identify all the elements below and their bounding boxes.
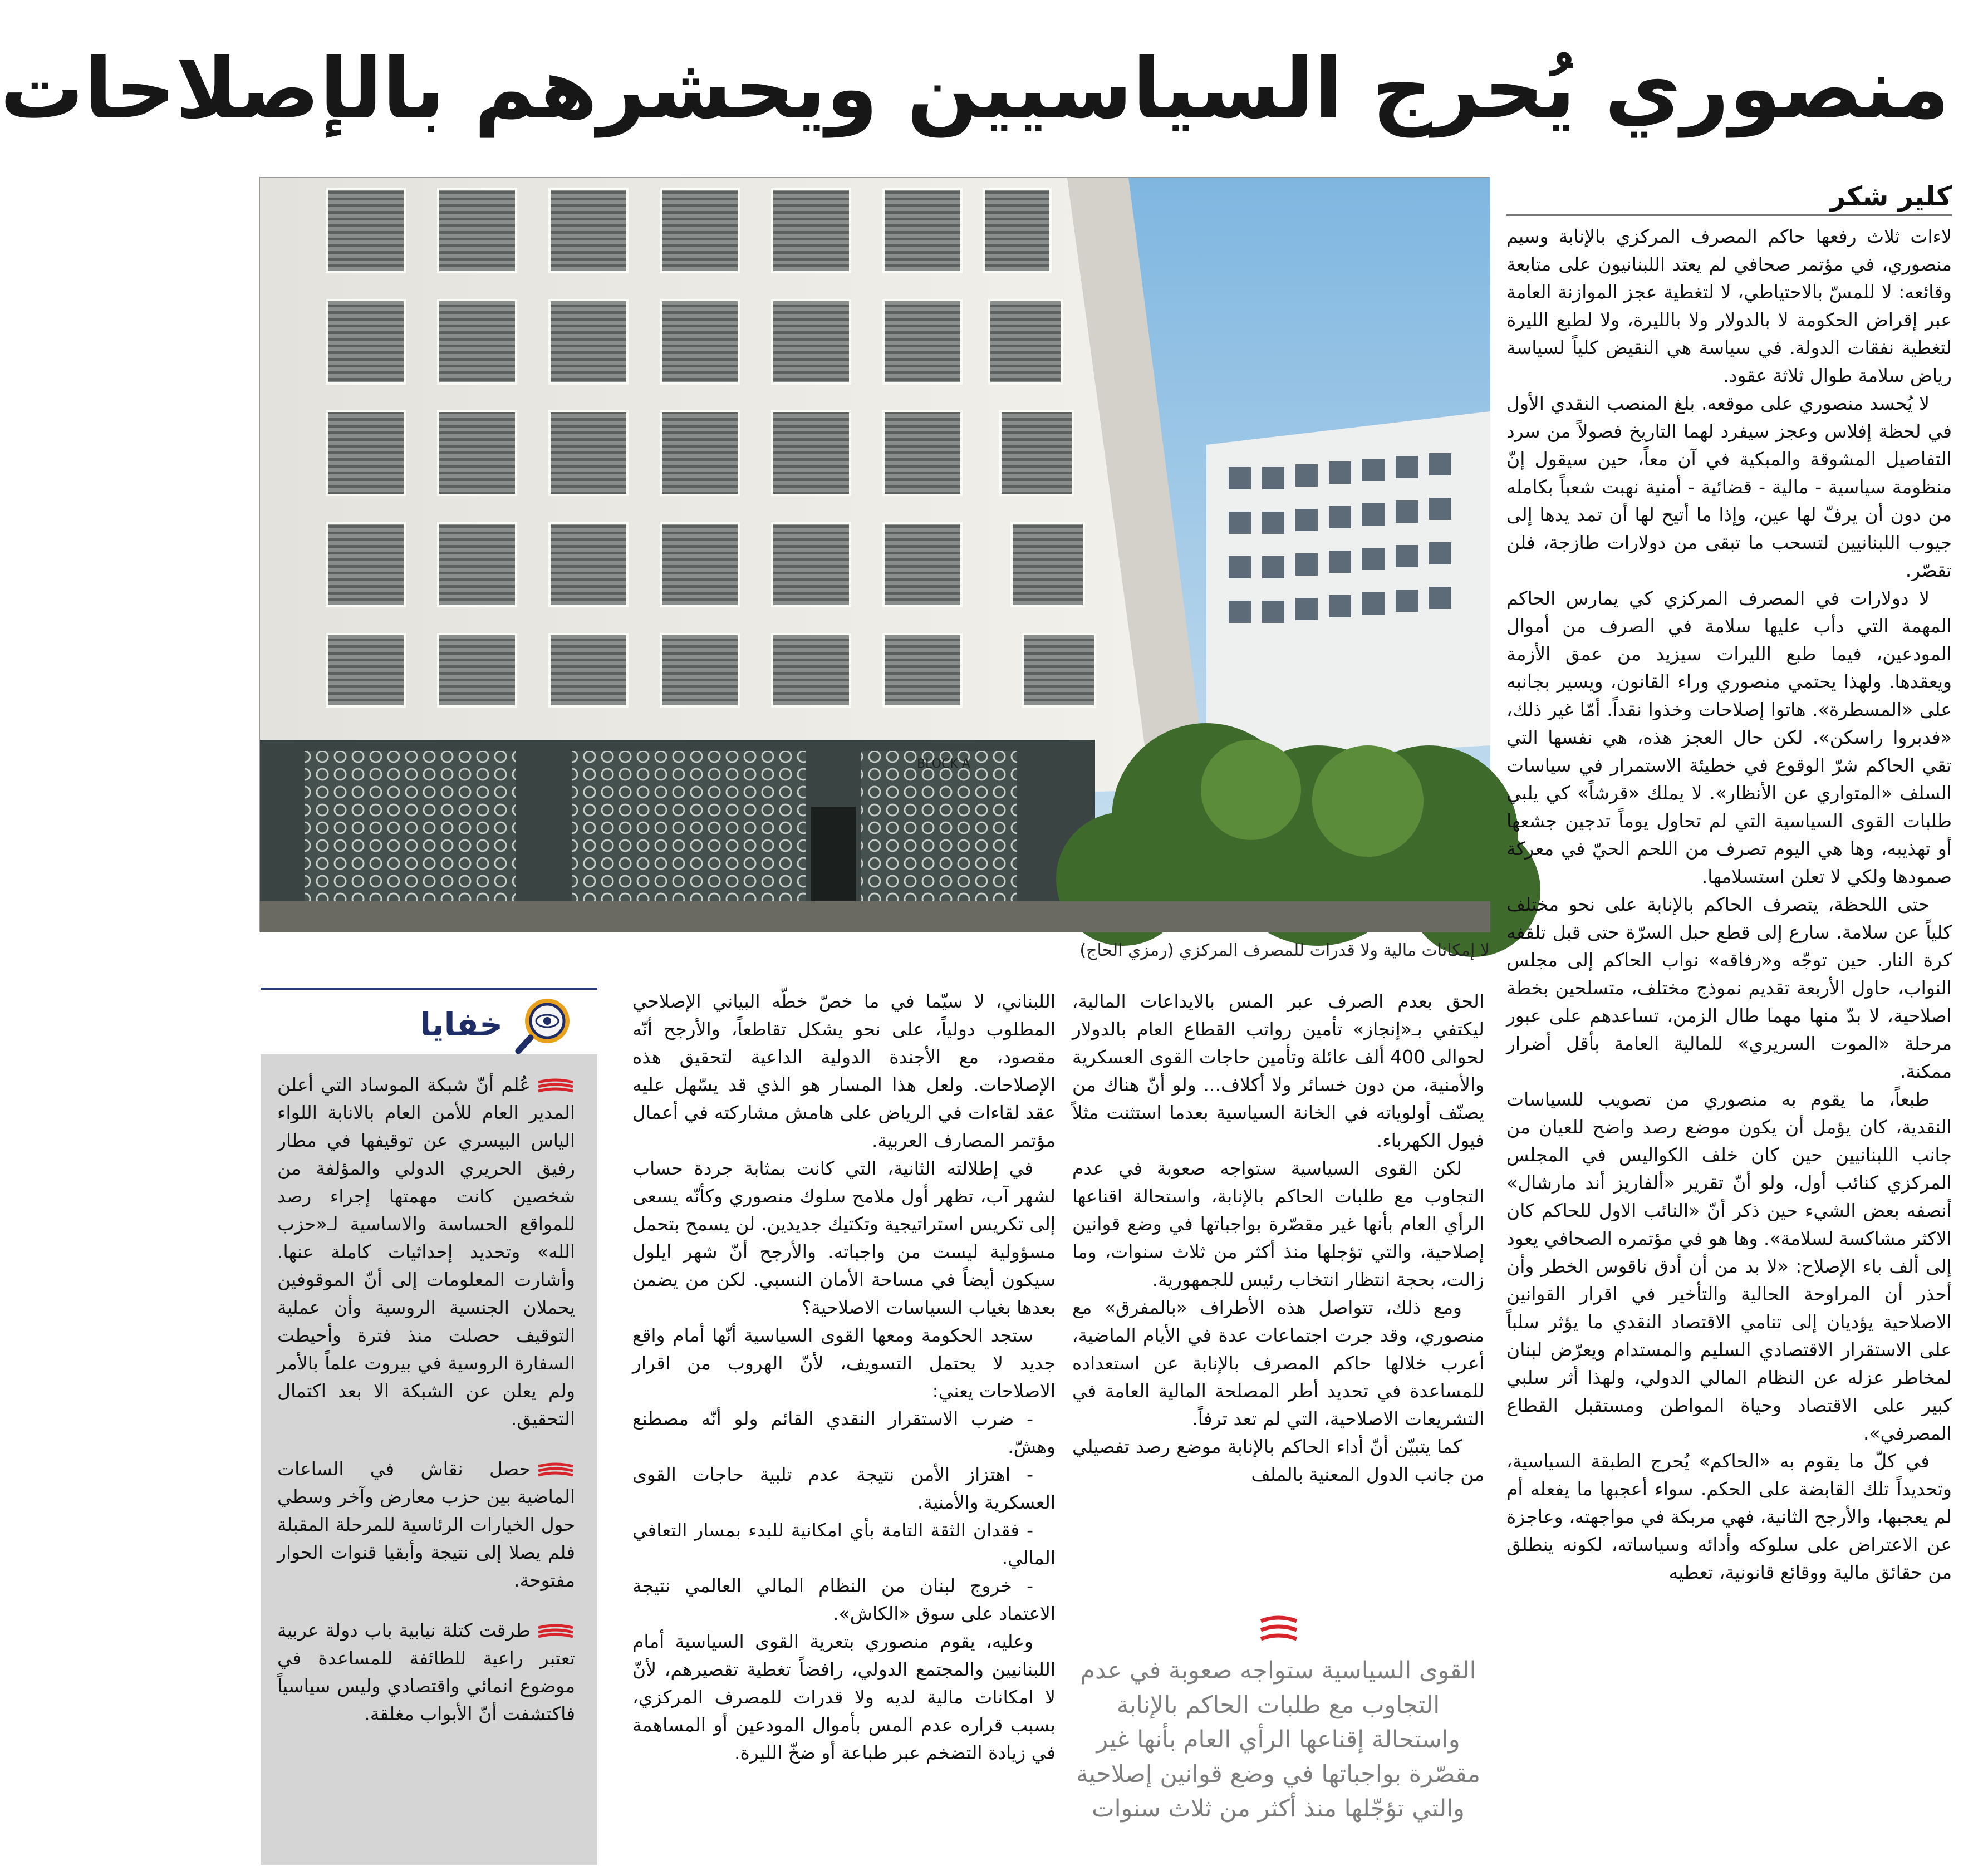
sidebar-item-text: طرقت كتلة نيابية باب دولة عربية تعتبر راعية للطائفة للمساعدة في موضوع انمائي واقتصادي وليس سياسياً فاكتشفت أنّ الأبواب مغلقة. xyxy=(277,1619,575,1725)
paragraph: وعليه، يقوم منصوري بتعرية القوى السياسية أمام اللبنانيين والمجتمع الدولي، رافضاً تغطية تقصيرهم، لأنّ لا امكانات مالية لديه ولا قدرات للمصرف المركزي، بسبب قراره عدم المس بأموال المودعين أو المساهمة في زيادة التضخم عبر طباعة أو ضخّ الليرة. xyxy=(632,1631,1056,1764)
paragraph: في كلّ ما يقوم به «الحاكم» يُحرج الطبقة السياسية، وتحديداً تلك القابضة على الحكم. سواء أعجبها ما يفعله أم لم يعجبها، والأرجح الثانية، فهي مربكة في مواجهته، وعاجزة عن الاعتراض على سلوكه وأدائه وسياساته، لكونه ينطلق من حقائق مالية ووقائع قانونية، تعطيه xyxy=(1506,1450,1952,1583)
quote-marker-icon xyxy=(1259,1614,1299,1646)
sidebar-item xyxy=(277,1617,575,1728)
sidebar-title: خفايا xyxy=(420,1005,503,1043)
sidebar-item xyxy=(277,1455,575,1594)
paragraph: الحق بعدم الصرف عبر المس بالايداعات المالية، ليكتفي بـ«إنجاز» تأمين رواتب القطاع العام بالدولار لحوالى 400 ألف عائلة وتأمين حاجات القوى العسكرية والأمنية، من دون خسائر ولا أكلاف... ولو أنّ هناك من يصنّف أولوياته في الخانة السياسية بعدما استثنت مثلاً فيول الكهرباء. xyxy=(1072,990,1485,1151)
paragraph: كما يتبيّن أنّ أداء الحاكم بالإنابة موضع رصد تفصيلي من جانب الدول المعنية بالملف xyxy=(1072,1436,1484,1485)
sidebar-item-text: حصل نقاش في الساعات الماضية بين حزب معارض وآخر وسطي حول الخيارات الرئاسية للمرحلة المقبلة فلم يصلا إلى نتيجة وأبقيا قنوات الحوار مفتوحة. xyxy=(277,1458,575,1591)
article-column-2 xyxy=(1072,988,1484,1605)
list-item: - اهتزاز الأمن نتيجة عدم تلبية حاجات القوى العسكرية والأمنية. xyxy=(632,1464,1056,1513)
sidebar-content xyxy=(261,1054,597,1865)
paragraph: لاءات ثلاث رفعها حاكم المصرف المركزي بالإنابة وسيم منصوري، في مؤتمر صحافي لم يعتد اللبنانيون على متابعة وقائعه: لا للمسّ بالاحتياطي، لا لتغطية عجز الموازنة العامة عبر إقراض الحكومة لا بالدولار ولا بالليرة، ولا لطبع الليرة لتغطية نفقات الدولة. في سياسة هي النقيض كلياً لسياسة رياض سلامة طوال ثلاثة عقود. xyxy=(1506,225,1952,386)
article-column-3 xyxy=(632,988,1056,1865)
list-item: - خروج لبنان من النظام المالي العالمي نتيجة الاعتماد على سوق «الكاش». xyxy=(632,1575,1056,1624)
sidebar-secrets xyxy=(261,988,597,1865)
sidebar-header xyxy=(261,988,597,1049)
block-sign: BLOCK A xyxy=(917,757,970,771)
photo-caption: لا إمكانات مالية ولا قدرات للمصرف المركزي (رمزي الحاج) xyxy=(1079,941,1490,960)
pull-quote xyxy=(1072,1603,1484,1865)
magnifier-eye-icon xyxy=(514,993,586,1054)
headline: منصوري يُحرج السياسيين ويحشرهم بالإصلاحات xyxy=(0,41,1950,137)
paragraph: لا يُحسد منصوري على موقعه. بلغ المنصب النقدي الأول في لحظة إفلاس وعجز سيفرد لهما التاريخ فصولاً من سرد التفاصيل المشوقة والمبكية في آن معاً، حين سيقول إنّ منظومة سياسية - مالية - قضائية - أمنية نهبت شعباً بكامله من دون أن يرفّ لها عين، وإذا ما أتيح لها أن تمد يدها إلى جيوب اللبنانيين لتسحب ما تبقى من دولارات طازجة، فلن تقصّر. xyxy=(1506,392,1952,581)
central-bank-building-illustration xyxy=(260,178,1490,932)
list-item: - فقدان الثقة التامة بأي امكانية للبدء بمسار التعافي المالي. xyxy=(632,1519,1056,1569)
paragraph: ومع ذلك، تتواصل هذه الأطراف «بالمفرق» مع منصوري، وقد جرت اجتماعات عدة في الأيام الماضية، أعرب خلالها حاكم المصرف بالإنابة عن استعداده للمساعدة في تحديد أطر المصلحة المالية العامة في التشريعات الاصلاحية، التي لم تعد ترفاً. xyxy=(1072,1296,1484,1430)
paragraph: في إطلالته الثانية، التي كانت بمثابة جردة حساب لشهر آب، تظهر أول ملامح سلوك منصوري وكأنّه يسعى إلى تكريس استراتيجية وتكتيك جديدين. لن يسمح بتحمل مسؤولية ليست من واجباته. والأرجح أنّ شهر ايلول سيكون أيضاً في مساحة الأمان النسبي. لكن من يضمن بعدها بغياب السياسات الاصلاحية؟ xyxy=(632,1157,1056,1318)
building-photo xyxy=(259,177,1490,932)
byline-bar xyxy=(1506,177,1952,216)
paragraph: ستجد الحكومة ومعها القوى السياسية أنّها أمام واقع جديد لا يحتمل التسويف، لأنّ الهروب من اقرار الاصلاحات يعني: xyxy=(632,1324,1056,1402)
list-item: - ضرب الاستقرار النقدي القائم ولو أنّه مصطنع وهشّ. xyxy=(632,1408,1056,1457)
red-marker-icon xyxy=(536,1623,575,1640)
sidebar-item xyxy=(277,1071,575,1433)
sidebar-item-text: عُلم أنّ شبكة الموساد التي أعلن المدير العام للأمن العام بالانابة اللواء الياس البيسري عن توقيفها في مطار رفيق الحريري الدولي والمؤلفة من شخصين كانت مهمتها إجراء رصد للمواقع الحساسة والاساسية لـ«حزب الله» وتحديد إحداثيات كاملة عنها. وأشارت المعلومات إلى أنّ الموقوفين يحملان الجنسية الروسية وأن عملية التوقيف حصلت منذ فترة وأحيطت السفارة الروسية في بيروت علماً بالأمر ولم يعلن عن الشبكة الا بعد اكتمال التحقيق. xyxy=(277,1074,575,1430)
article-column-1 xyxy=(1506,223,1952,1865)
paragraph: طبعاً، ما يقوم به منصوري من تصويب للسياسات النقدية، كان يؤمل أن يكون موضع رصد واضح للعيان من جانب اللبنانيين حين كان خلف الكواليس في المجلس المركزي كنائب أول، ولو أنّ تقرير «ألفاريز أند مارشال» أنصفه بعض الشيء حين ذكر أنّ «النائب الاول للحاكم كان الاكثر مشاكسة لسلامة». وها هو في مؤتمره الصحافي يعود إلى ألف باء الإصلاح: «لا بد من أن أدق ناقوس الخطر وأن أحذر أن المراوحة الحالية والتأخير في اقرار القوانين الاصلاحية يؤديان إلى تنامي الاقتصاد النقدي ما يؤثر سلباً على الاستقرار الاقتصادي السليم والمستدام ويعرّض لبنان لمخاطر عزله عن النظام المالي الدولي، ولهذا أثر سلبي كبير على الاقتصاد وحياة المواطن ومستقبل القطاع المصرفي». xyxy=(1506,1088,1952,1444)
pull-quote-text: القوى السياسية ستواجه صعوبة في عدم التجاوب مع طلبات الحاكم بالإنابة واستحالة إقناعها الرأي العام بأنها غير مقصّرة بواجباتها في وضع قوانين إصلاحية والتي تؤجّلها منذ أكثر من ثلاث سنوات xyxy=(1076,1657,1481,1823)
paragraph: لكن القوى السياسية ستواجه صعوبة في عدم التجاوب مع طلبات الحاكم بالإنابة، واستحالة اقناعها الرأي العام بأنها غير مقصّرة بواجباتها في وضع قوانين إصلاحية، والتي تؤجلها منذ أكثر من ثلاث سنوات، وما زالت، بحجة انتظار انتخاب رئيس للجمهورية. xyxy=(1072,1157,1484,1290)
red-marker-icon xyxy=(536,1462,575,1479)
paragraph: اللبناني، لا سيّما في ما خصّ خطّه البياني الإصلاحي المطلوب دولياً، على نحو يشكل تقاطعاً، والأرجح أنّه مقصود، مع الأجندة الدولية الداعية لتحقيق هذه الإصلاحات. ولعل هذا المسار هو الذي قد يسّهل عليه عقد لقاءات في الرياض على هامش مشاركته في أعمال مؤتمر المصارف العربية. xyxy=(632,990,1056,1151)
author-name: كلير شكر xyxy=(1830,181,1952,212)
red-marker-icon xyxy=(536,1078,575,1094)
paragraph: لا دولارات في المصرف المركزي كي يمارس الحاكم المهمة التي دأب عليها سلامة في الصرف من أموال المودعين، فيما طبع الليرات سيزيد من عمق الأزمة ويعقدها. ولهذا يحتمي منصوري وراء القانون، ويسير بجانبه على «المسطرة». هاتوا إصلاحات وخذوا نقداً. أمّا غير ذلك، «فدبروا راسكن». لكن حال العجز هذه، هي نفسها التي تقي الحاكم شرّ الوقوع في خطيئة الاستمرار في سياسات السلف «المتواري عن الأنظار». لا يملك «قرشاً» كي يلبي طلبات القوى السياسية التي لم تحاول يوماً تدجين جشعها أو تهذيبه، وها هي اليوم تصرف من اللحم الحيّ في معركة صمودها ولكي لا تعلن استسلامها. xyxy=(1506,587,1952,887)
paragraph: حتى اللحظة، يتصرف الحاكم بالإنابة على نحو مختلف كلياً عن سلامة. سارع إلى قطع حبل السرّة حتى قبل تلقفه كرة النار. حين توجّه و«رفاقه» نواب الحاكم إلى مجلس النواب، حاول الأربعة تقديم نموذج مختلف، متسلحين بخطة اصلاحية، لا بدّ منها مهما طال الزمن، تساعدهم على عبور مرحلة «الموت السريري» للمالية العامة بأقل أضرار ممكنة. xyxy=(1506,893,1952,1082)
